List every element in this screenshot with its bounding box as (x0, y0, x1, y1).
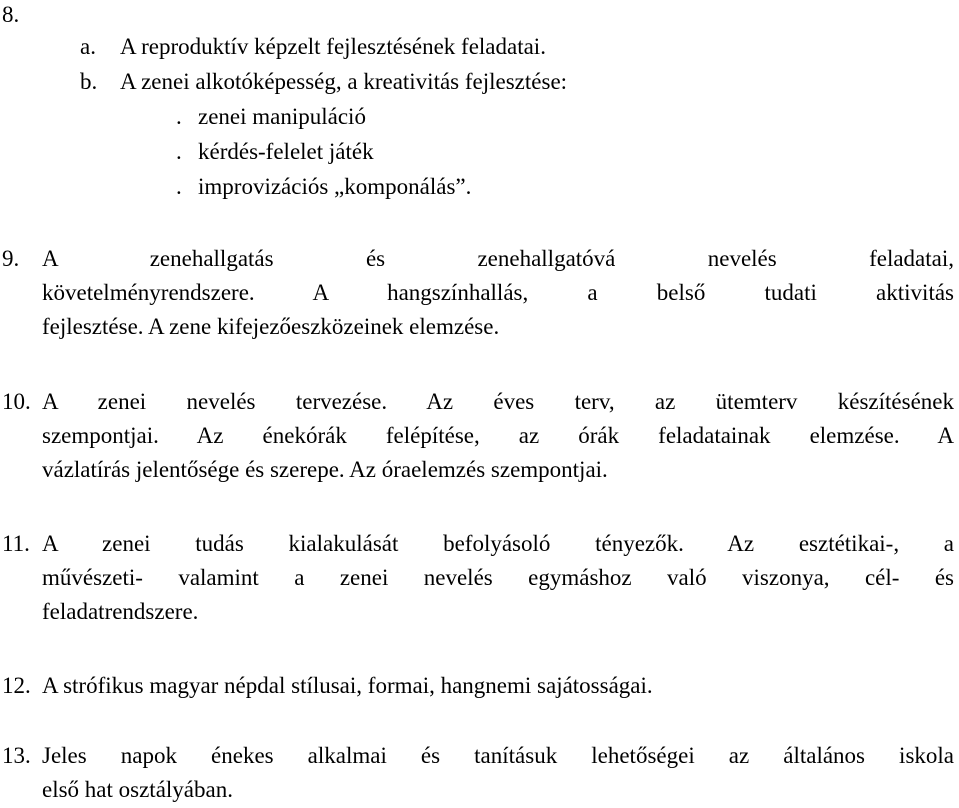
bullet-item (176, 135, 374, 169)
bullet-text: kérdés-felelet játék (198, 139, 374, 164)
item-8a-letter: a. (80, 34, 96, 59)
bullet-item (176, 170, 471, 204)
item-9 (2, 242, 954, 344)
item-12-body (42, 669, 954, 703)
item-8b-text: A zenei alkotóképesség, a kreativitás fejlesztése: (120, 69, 568, 94)
item-10-body (42, 385, 954, 487)
item-10-line: vázlatírás jelentősége és szerepe. Az óraelemzés szempontjai. (42, 457, 608, 482)
item-11 (2, 527, 954, 629)
item-9-body (42, 242, 954, 344)
item-13 (2, 739, 954, 807)
item-11-line: A zenei tudás kialakulását befolyásoló tényezők. Az esztétikai-, a (42, 531, 954, 556)
bullet-text: zenei manipuláció (198, 104, 366, 129)
item-10-line: szempontjai. Az énekórák felépítése, az órák feladatainak elemzése. A (42, 423, 954, 448)
item-13-number: 13. (2, 743, 31, 768)
item-8a (80, 30, 546, 64)
item-9-line: követelményrendszere. A hangszínhallás, a belső tudati aktivitás (42, 280, 954, 305)
item-8b (80, 65, 567, 99)
item-13-line: Jeles napok énekes alkalmai és tanításuk lehetőségei az általános iskola (42, 743, 954, 768)
item-11-body (42, 527, 954, 629)
item-13-body (42, 739, 954, 807)
item-10 (2, 385, 954, 487)
item-9-line: A zenehallgatás és zenehallgatóvá nevelés feladatai, (42, 246, 954, 271)
item-10-line: A zenei nevelés tervezése. Az éves terv, az ütemterv készítésének (42, 389, 954, 414)
item-12-line: A strófikus magyar népdal stílusai, formai, hangnemi sajátosságai. (42, 673, 653, 698)
item-13-line: első hat osztályában. (42, 777, 233, 802)
item-10-number: 10. (2, 389, 31, 414)
item-8-number: 8. (2, 2, 20, 27)
item-9-number: 9. (2, 246, 20, 271)
bullet-dot: . (176, 139, 182, 164)
bullet-dot: . (176, 174, 182, 199)
bullet-text: improvizációs „komponálás”. (198, 174, 472, 199)
item-11-line: művészeti- valamint a zenei nevelés egymáshoz való viszonya, cél- és (42, 565, 954, 590)
item-11-line: feladatrendszere. (42, 599, 199, 624)
bullet-dot: . (176, 104, 182, 129)
item-11-number: 11. (2, 531, 30, 556)
item-12 (2, 669, 954, 703)
item-9-line: fejlesztése. A zene kifejezőeszközeinek elemzése. (42, 314, 500, 339)
bullet-item (176, 100, 366, 134)
item-8a-text: A reproduktív képzelt fejlesztésének feladatai. (120, 34, 546, 59)
item-8b-letter: b. (80, 69, 98, 94)
item-12-number: 12. (2, 673, 31, 698)
